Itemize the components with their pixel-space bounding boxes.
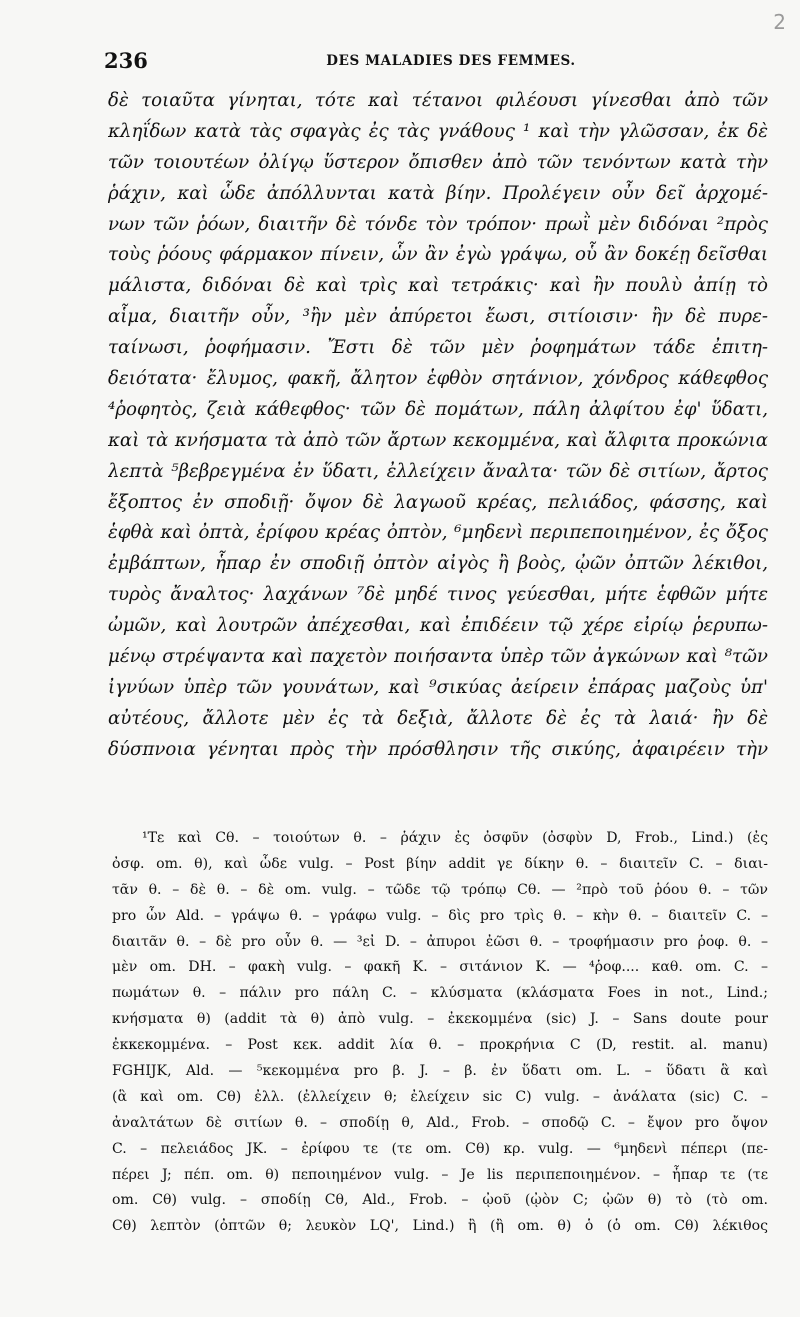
text-line: ἰγνύων ὑπὲρ τῶν γουνάτων, καὶ ⁹σικύας ἀείρειν ἐπάρας μαζοὺς ὑπ' — [108, 676, 768, 698]
text-line: ἑφθὰ καὶ ὀπτὰ, ἐρίφου κρέας ὀπτὸν, ⁶μηδενὶ περιπεποιημένον, ἐς ὄξος — [108, 522, 768, 544]
note-line: pro ὧν Ald. – γράψω θ. – γράφω vulg. – δὶς pro τρὶς θ. – κὴν θ. – διαιτεῖν C. – — [112, 907, 768, 924]
text-line: ἐμβάπτων, ἧπαρ ἐν σποδιῇ ὀπτὸν αἰγὸς ἢ βοὸς, ᾠῶν ὀπτῶν λέκιθοι, — [108, 553, 768, 575]
text-line: αὐτέους, ἄλλοτε μὲν ἐς τὰ δεξιὰ, ἄλλοτε δὲ ἐς τὰ λαιά· ἢν δὲ — [108, 707, 768, 729]
note-line: ὀσφ. om. θ), καὶ ὧδε vulg. – Post βίην addit γε δίκην θ. – διαιτεῖν C. – διαι- — [112, 855, 768, 872]
note-line: C. – πελειάδος JK. – ἐρίφου τε (τε om. Cθ) κρ. vulg. — ⁶μηδενὶ πέπερι (πε- — [112, 1140, 768, 1157]
critical-apparatus-notes — [112, 826, 768, 1240]
page-header — [104, 48, 768, 78]
greek-main-text — [108, 86, 768, 766]
text-line: νων τῶν ῥόων, διαιτῆν δὲ τόνδε τὸν τρόπον· πρωῒ μὲν διδόναι ²πρὸς — [108, 213, 768, 235]
text-line: ⁴ῥοφητὸς, ζειὰ κάθεφθος· τῶν δὲ πομάτων, πάλη ἀλφίτου ἐφ' ὕδατι, — [108, 398, 768, 420]
note-line: μὲν om. DH. – φακὴ vulg. – φακῆ K. – σιτάνιον K. — ⁴ῥοφ.... καθ. om. C. – — [112, 959, 768, 976]
text-line: καὶ τὰ κνήσματα τὰ ἀπὸ τῶν ἄρτων κεκομμένα, καὶ ἄλφιτα προκώνια — [108, 429, 768, 451]
note-line: κνήσματα θ) (addit τὰ θ) ἀπὸ vulg. – ἐκεκομμένα (sic) J. – Sans doute pour — [112, 1011, 768, 1028]
text-line: μάλιστα, διδόναι δὲ καὶ τρὶς καὶ τετράκις· καὶ ἢν πουλὺ ἀπίῃ τὸ — [108, 275, 768, 297]
text-line: αἷμα, διαιτῆν οὖν, ³ἢν μὲν ἀπύρετοι ἔωσι, σιτίοισιν· ἢν δὲ πυρε- — [108, 306, 768, 328]
pencil-mark: 2 — [773, 10, 786, 34]
text-line: δύσπνοια γένηται πρὸς τὴν πρόσθλησιν τῆς σικύης, ἀφαιρέειν τὴν — [108, 738, 768, 760]
note-line: ¹Τε καὶ Cθ. – τοιούτων θ. – ῥάχιν ἐς ὀσφῦν (ὀσφὺν D, Frob., Lind.) (ἐς — [142, 830, 768, 846]
text-line: μένῳ στρέψαντα καὶ παχετὸν ποιήσαντα ὑπὲρ τῶν ἀγκώνων καὶ ⁸τῶν — [108, 646, 768, 668]
text-line: ῥάχιν, καὶ ὧδε ἀπόλλυνται κατὰ βίην. Προλέγειν οὖν δεῖ ἀρχομέ- — [108, 182, 768, 204]
note-line: ἐκκεκομμένα. – Post κεκ. addit λία θ. – προκρήνια C (D, restit. al. manu) — [112, 1037, 768, 1054]
text-line: ὠμῶν, καὶ λουτρῶν ἀπέχεσθαι, καὶ ἐπιδέειν τῷ χέρε εἰρίῳ ῥερυπω- — [108, 615, 768, 637]
page-number: 236 — [104, 48, 148, 73]
text-line: ἔξοπτος ἐν σποδιῇ· ὄψον δὲ λαγωοῦ κρέας, πελιάδος, φάσσης, καὶ — [108, 491, 768, 513]
running-title: DES MALADIES DES FEMMES. — [326, 53, 576, 69]
text-line: τοὺς ῥόους φάρμακον πίνειν, ὧν ἂν ἐγὼ γράψω, οὗ ἂν δοκέῃ δεῖσθαι — [108, 244, 768, 266]
text-line: τυρὸς ἄναλτος· λαχάνων ⁷δὲ μηδέ τινος γεύεσθαι, μήτε ἑφθῶν μήτε — [108, 584, 768, 606]
note-line: διαιτᾶν θ. – δὲ pro οὖν θ. — ³εἰ D. – ἀπυροι ἐῶσι θ. – τροφήμασιν pro ῥοφ. θ. – — [112, 933, 768, 950]
text-line: κληΐδων κατὰ τὰς σφαγὰς ἐς τὰς γνάθους ¹ καὶ τὴν γλῶσσαν, ἐκ δὲ — [108, 120, 768, 142]
note-line: πωμάτων θ. – πάλιν pro πάλη C. – κλύσματα (κλάσματα Foes in not., Lind.; — [112, 985, 768, 1002]
note-line: πέρει J; πέπ. om. θ) πεποιημένον vulg. – Je lis περιπεποιημένον. – ἧπαρ τε (τε — [112, 1166, 768, 1183]
note-line: om. Cθ) vulg. – σποδίῃ Cθ, Ald., Frob. – ᾠοῦ (ᾠὸν C; ᾠῶν θ) τὸ (τὸ om. — [112, 1192, 768, 1209]
text-line: δειότατα· ἔλυμος, φακῆ, ἄλητον ἑφθὸν σητάνιον, χόνδρος κάθεφθος — [108, 368, 768, 390]
text-line: τῶν τοιουτέων ὀλίγῳ ὕστερον ὄπισθεν ἀπὸ τῶν τενόντων κατὰ τὴν — [108, 151, 768, 173]
note-line: ἀναλτάτων δὲ σιτίων θ. – σποδίῃ θ, Ald., Frob. – σποδῷ C. – ἔψον pro ὄψον — [112, 1114, 768, 1131]
text-line: δὲ τοιαῦτα γίνηται, τότε καὶ τέτανοι φιλέουσι γίνεσθαι ἀπὸ τῶν — [108, 90, 768, 111]
note-line: (ἃ καὶ om. Cθ) ἐλλ. (ἐλλείχειν θ; ἐλείχειν sic C) vulg. – ἀνάλατα (sic) C. – — [112, 1088, 768, 1105]
note-line: τᾶν θ. – δὲ θ. – δὲ om. vulg. – τῶδε τῷ τρόπῳ Cθ. — ²πρὸ τοῦ ῥόου θ. – τῶν — [112, 881, 768, 898]
note-line: Cθ) λεπτὸν (ὀπτῶν θ; λευκὸν LQ', Lind.) ἢ (ἢ om. θ) ὁ (ὁ om. Cθ) λέκιθος — [112, 1218, 768, 1235]
text-line: λεπτὰ ⁵βεβρεγμένα ἐν ὕδατι, ἐλλείχειν ἄναλτα· τῶν δὲ σιτίων, ἄρτος — [108, 460, 768, 482]
note-line: FGHIJK, Ald. — ⁵κεκομμένα pro β. J. – β. ἐν ὕδατι om. L. – ὕδατι ἃ καὶ — [112, 1063, 768, 1080]
text-line: ταίνωσι, ῥοφήμασιν. Ἔστι δὲ τῶν μὲν ῥοφημάτων τάδε ἐπιτη- — [108, 337, 768, 359]
